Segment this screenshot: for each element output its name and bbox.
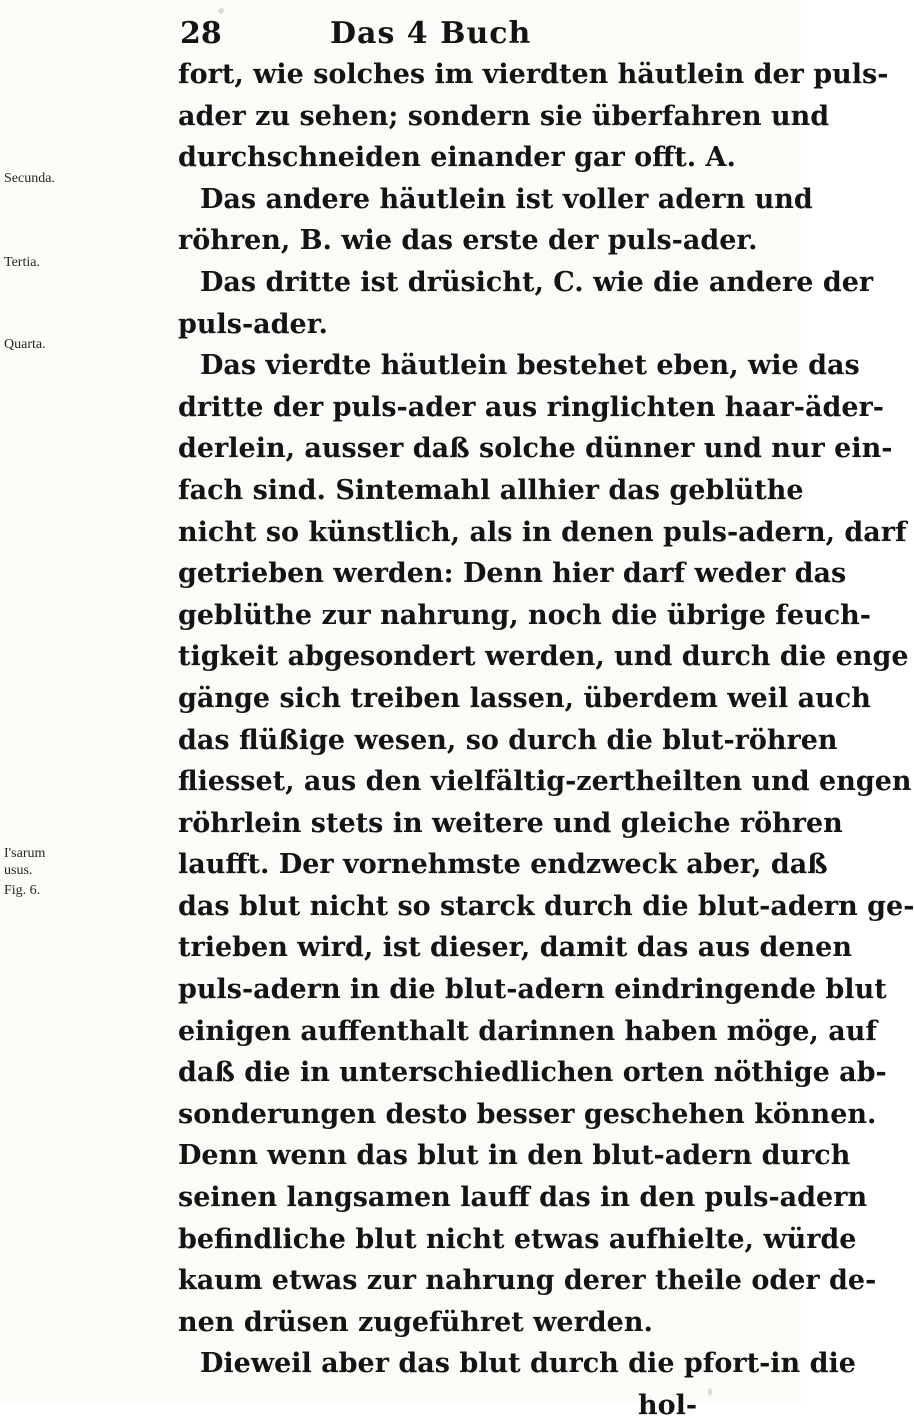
margin-note-usum [4,845,64,879]
text-line: sonderungen desto besser geschehen können. [178,1098,877,1130]
text-line: das blut nicht so starck durch die blut-adern ge- [178,890,914,922]
text-line: puls-ader. [178,308,328,340]
text-line: dritte der puls-ader aus ringlichten haar-äder- [178,391,884,423]
print-speck [218,8,224,14]
text-line: nicht so künstlich, als in denen puls-adern, darf [178,516,907,548]
text-line: Denn wenn das blut in den blut-adern durch [178,1140,851,1172]
running-head: Das 4 Buch [330,16,532,51]
text-line: Das andere häutlein ist voller adern und [200,183,813,215]
page-header [0,16,801,56]
text-line: ader zu sehen; sondern sie überfahren und [178,100,830,132]
margin-note-quarta: Quarta. [4,337,46,352]
margin-note-usum-line2: usus. [4,863,33,878]
margin-note-tertia: Tertia. [4,255,40,270]
text-line: röhrlein stets in weitere und gleiche röhren [178,807,843,839]
text-line: kaum etwas zur nahrung derer theile oder de- [178,1265,877,1297]
text-line: getrieben werden: Denn hier darf weder das [178,558,847,590]
text-line: Das dritte ist drüsicht, C. wie die andere der [200,266,874,298]
text-line: einigen auffenthalt darinnen haben möge, auf [178,1015,877,1047]
text-line: trieben wird, ist dieser, damit das aus denen [178,932,852,964]
text-line: gänge sich treiben lassen, überdem weil auch [178,682,871,714]
text-line: derlein, ausser daß solche dünner und nur ein- [178,433,893,465]
catchword: hol- [638,1390,698,1421]
margin-note-fig: Fig. 6. [4,883,41,898]
page-number: 28 [180,16,222,51]
text-line: fliesset, aus den vielfältig-zertheilten und engen [178,766,912,798]
margin-note-secunda: Secunda. [4,171,55,186]
text-line: puls-adern in die blut-adern eindringende blut [178,974,887,1006]
text-line: geblüthe zur nahrung, noch die übrige feuch- [178,599,871,631]
text-line: fort, wie solches im vierdten häutlein der puls- [178,59,889,90]
text-line: durchschneiden einander gar offt. A. [178,142,736,174]
print-speck [708,1388,712,1396]
text-line: fach sind. Sintemahl allhier das geblüthe [178,474,804,506]
text-line: Dieweil aber das blut durch die pfort-in die [200,1348,856,1380]
text-line: befindliche blut nicht etwas aufhielte, würde [178,1223,857,1255]
text-line: daß die in unterschiedlichen orten nöthige ab- [178,1057,887,1089]
text-line: röhren, B. wie das erste der puls-ader. [178,225,758,257]
margin-note-usum-line1: I'sarum [4,846,46,861]
text-line: Das vierdte häutlein bestehet eben, wie das [200,350,860,382]
text-line: nen drüsen zugeführet werden. [178,1306,653,1338]
text-line: laufft. Der vornehmste endzweck aber, daß [178,849,828,881]
text-line: das flüßige wesen, so durch die blut-röhren [178,724,838,756]
body-text [178,54,914,1427]
text-line: seinen langsamen lauff das in den puls-adern [178,1182,868,1214]
text-line: tigkeit abgesondert werden, und durch die enge [178,641,909,673]
